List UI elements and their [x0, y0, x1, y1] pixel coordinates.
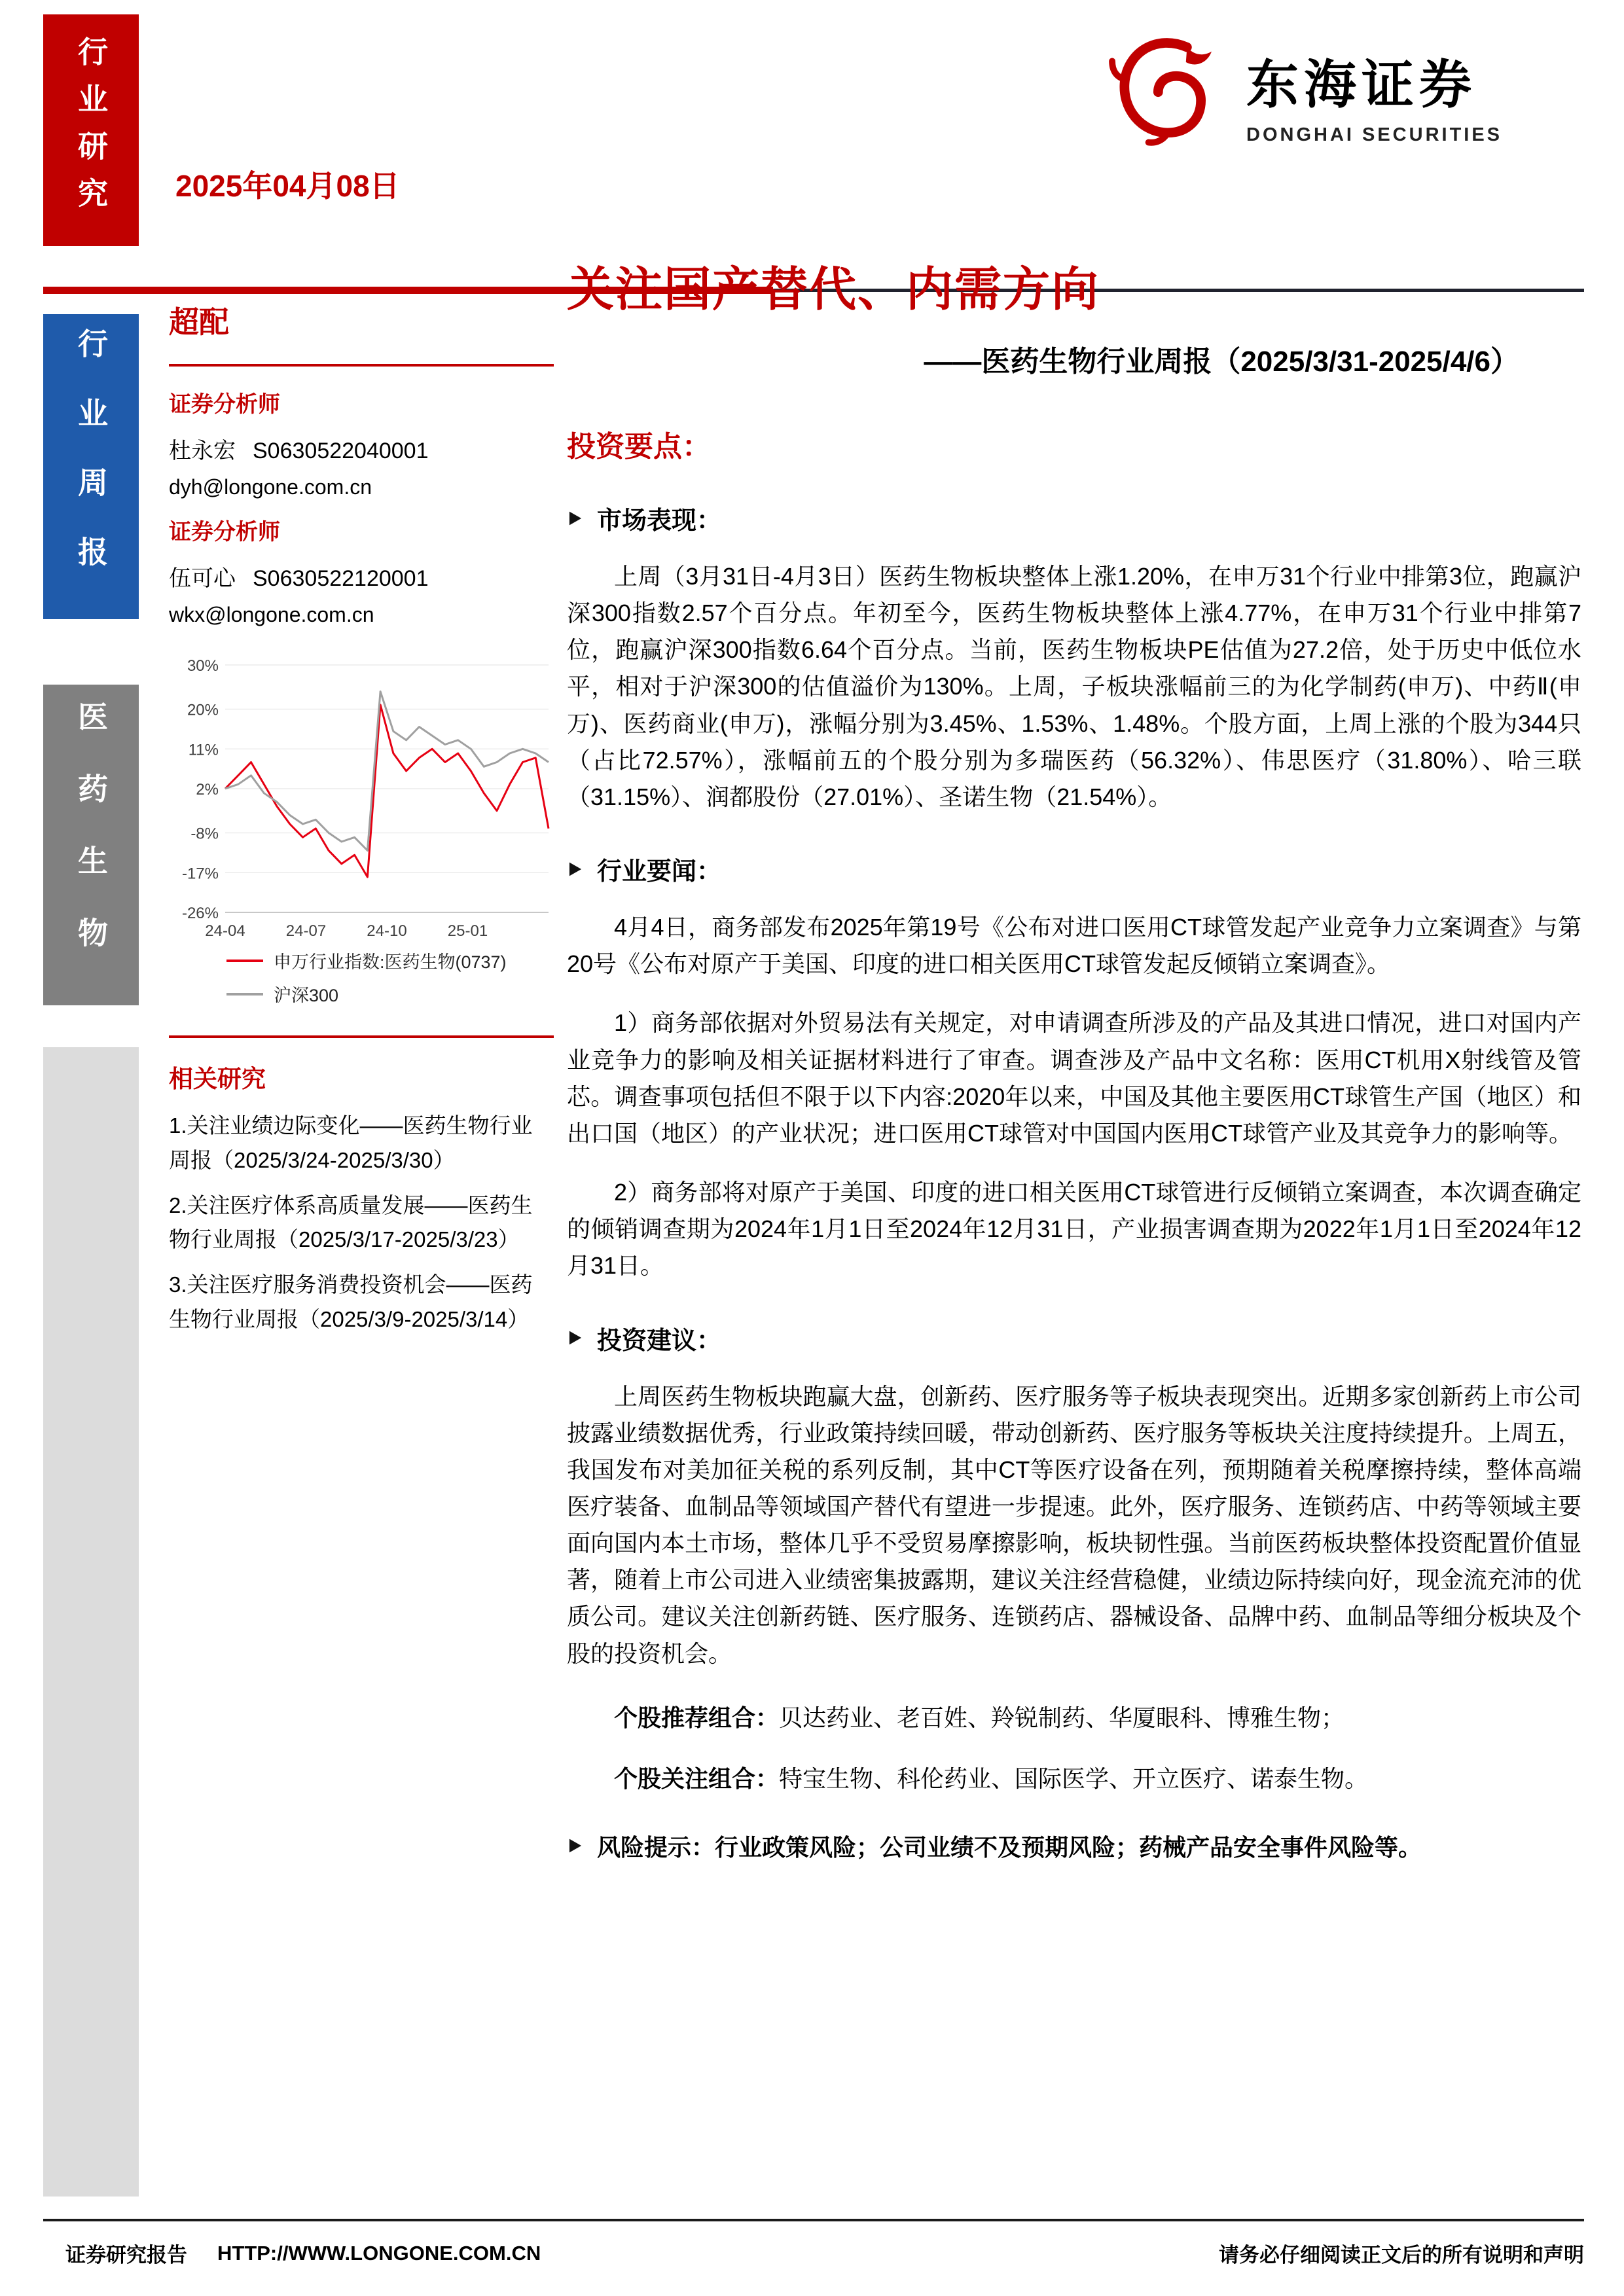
key-points-heading: 投资要点： — [567, 431, 711, 463]
report-title: 关注国产替代、内需方向 — [567, 264, 1100, 316]
chart-legend — [226, 948, 554, 1007]
legend-label: 沪深300 — [274, 986, 339, 1005]
analyst-name-line — [169, 433, 554, 465]
related-research-item[interactable]: 2.关注医疗体系高质量发展——医药生物行业周报（2025/3/17-2025/3/23） — [169, 1193, 533, 1252]
svg-text:25-01: 25-01 — [447, 922, 488, 940]
paragraph: 1）商务部依据对外贸易法有关规定，对申请调查所涉及的产品及其进口情况，进口对国内产业竞争力的影响及相关证据材料进行了审查。调查涉及产品中文名称：医用CT机用X射线管及管芯。调查事项包括但不限于以下内容:2020年以来，中国及其他主要医用CT球管生产国（地区）和出口国（地区）的产业状况；进口医用CT球管对中国国内医用CT球管产业及其竞争力的影响等。 — [567, 1009, 1581, 1147]
analyst-role-label: 证券分析师 — [169, 520, 280, 545]
analyst-block — [169, 514, 554, 627]
paragraph: 上周（3月31日-4月3日）医药生物板块整体上涨1.20%，在申万31个行业中排第3位，跑赢沪深300指数2.57个百分点。年初至今，医药生物板块整体上涨4.77%，在申万31个行业中排第7位，跑赢沪深300指数6.64个百分点。当前，医药生物板块PE估值为27.2倍，处于历史中低位水平，相对于沪深300的估值溢价为130%。上周，子板块涨幅前三的为化学制药(申万)、中药Ⅱ(申万)、医药商业(申万)，涨幅分别为3.45%、1.53%、1.48%。个股方面，上周上涨的个股为344只（占比72.57%），涨幅前五的个股分别为多瑞医药（56.32%）、伟思医疗（31.80%）、哈三联（31.15%）、润都股份（27.01%）、圣诺生物（21.54%）。 — [567, 563, 1581, 810]
footer — [43, 2238, 1584, 2268]
sidebar-tab-sector-label: 医药生物 — [74, 701, 108, 989]
analyst-role-label: 证券分析师 — [169, 392, 280, 417]
paragraph: 上周医药生物板块跑赢大盘，创新药、医疗服务等子板块表现突出。近期多家创新药上市公司披露业绩数据优秀，行业政策持续回暖，带动创新药、医疗服务等板块关注度持续提升。上周五，我国发布对美加征关税的系列反制，其中CT等医疗设备在列，预期随着关税摩擦持续，整体高端医疗装备、血制品等领域国产替代有望进一步提速。此外，医疗服务、连锁药店、中药等领域主要面向国内本土市场，整体几乎不受贸易摩擦影响，板块韧性强。当前医药板块整体投资配置价值显著，随着上市公司进入业绩密集披露期，建议关注经营稳健，业绩边际持续向好，现金流充沛的优质公司。建议关注创新药链、医疗服务、连锁药店、器械设备、品牌中药、血制品等细分板块及个股的投资机会。 — [567, 1382, 1581, 1667]
svg-text:2%: 2% — [196, 781, 219, 798]
svg-text:-8%: -8% — [190, 825, 219, 843]
legend-item — [226, 981, 554, 1007]
svg-text:-17%: -17% — [181, 865, 219, 883]
analyst-name: 杜永宏 — [169, 439, 236, 463]
watch-portfolio-stocks: 特宝生物、科伦药业、国际医学、开立医疗、诺泰生物。 — [779, 1765, 1369, 1792]
sidebar-tab-industry-research — [43, 14, 139, 246]
left-panel-divider — [169, 364, 554, 367]
footer-website-link[interactable]: HTTP://WWW.LONGONE.COM.CN — [217, 2241, 541, 2265]
svg-text:24-10: 24-10 — [367, 922, 407, 940]
recommended-portfolio-line — [614, 1700, 1581, 1733]
legend-line-swatch — [226, 960, 263, 962]
risk-warning-text: 风险提示：行业政策风险；公司业绩不及预期风险；药械产品安全事件风险等。 — [597, 1833, 1422, 1861]
sidebar-tab-sector — [43, 685, 139, 1005]
bullet-arrow-icon — [567, 859, 584, 879]
paragraph: 2）商务部将对原产于美国、印度的进口相关医用CT球管进行反倾销立案调查，本次调查确定的倾销调查期为2024年1月1日至2024年12月31日，产业损害调查期为2022年1月1日至2024年12月31日。 — [567, 1179, 1581, 1280]
section-heading-row — [567, 851, 1581, 887]
bullet-arrow-icon — [567, 509, 584, 528]
svg-text:-26%: -26% — [181, 905, 219, 922]
dragon-logo-icon — [1104, 30, 1232, 158]
sidebar-tab-industry-weekly-label: 行业周报 — [74, 328, 108, 605]
left-panel-divider — [169, 1035, 554, 1038]
legend-item — [226, 948, 554, 973]
section-heading: 行业要闻： — [597, 858, 722, 886]
sidebar-tab-industry-research-label: 行业研究 — [74, 36, 108, 224]
footer-disclaimer: 请务必仔细阅读正文后的所有说明和声明 — [1219, 2244, 1584, 2267]
bullet-arrow-icon — [567, 1836, 584, 1856]
svg-text:24-04: 24-04 — [205, 922, 245, 940]
performance-chart — [169, 656, 554, 1007]
report-subtitle: ——医药生物行业周报（2025/3/31-2025/4/6） — [924, 346, 1519, 378]
rating-badge: 超配 — [169, 305, 229, 339]
svg-text:20%: 20% — [187, 701, 219, 719]
footer-report-type: 证券研究报告 — [65, 2244, 187, 2267]
section-heading-row — [567, 1829, 1581, 1863]
section-heading: 投资建议： — [597, 1327, 722, 1355]
watch-portfolio-line — [614, 1761, 1581, 1794]
recommended-portfolio-label: 个股推荐组合： — [614, 1704, 780, 1731]
left-panel — [169, 298, 554, 1348]
section-heading-row — [567, 1320, 1581, 1356]
sidebar-strip-decor — [43, 1047, 139, 2197]
section-heading-row — [567, 500, 1581, 536]
section-investment-advice — [567, 1320, 1581, 1794]
legend-line-swatch — [226, 993, 263, 996]
watch-portfolio-label: 个股关注组合： — [614, 1765, 780, 1792]
brand-name-en: DONGHAI SECURITIES — [1246, 124, 1503, 145]
section-market-performance — [567, 500, 1581, 816]
report-body — [567, 251, 1581, 1863]
analyst-email[interactable]: dyh@longone.com.cn — [169, 475, 372, 499]
recommended-portfolio-stocks: 贝达药业、老百姓、羚锐制药、华厦眼科、博雅生物； — [779, 1704, 1345, 1731]
brand-text — [1246, 43, 1502, 146]
analyst-name: 伍可心 — [169, 566, 236, 591]
analyst-email[interactable]: wkx@longone.com.cn — [169, 603, 374, 626]
brand-name-cn: 东海证券 — [1246, 54, 1477, 115]
section-heading: 市场表现： — [597, 507, 722, 535]
analyst-cert-id: S0630522120001 — [253, 566, 429, 591]
brand-logo — [1104, 30, 1502, 158]
related-research-title: 相关研究 — [169, 1066, 266, 1092]
section-industry-news — [567, 851, 1581, 1284]
footer-divider — [43, 2219, 1584, 2221]
svg-text:11%: 11% — [188, 741, 219, 759]
bullet-arrow-icon — [567, 1328, 584, 1348]
section-risk-warning — [567, 1829, 1581, 1863]
related-research-item[interactable]: 1.关注业绩边际变化——医药生物行业周报（2025/3/24-2025/3/30） — [169, 1113, 533, 1172]
svg-text:30%: 30% — [187, 657, 219, 675]
analyst-name-line — [169, 560, 554, 592]
analyst-block — [169, 386, 554, 499]
legend-label: 申万行业指数:医药生物(0737) — [274, 952, 507, 972]
related-research-item[interactable]: 3.关注医疗服务消费投资机会——医药生物行业周报（2025/3/9-2025/3/14） — [169, 1272, 533, 1331]
paragraph: 4月4日，商务部发布2025年第19号《公布对进口医用CT球管发起产业竞争力立案调查》与第20号《公布对原产于美国、印度的进口相关医用CT球管发起反倾销立案调查》。 — [567, 914, 1581, 978]
analyst-cert-id: S0630522040001 — [253, 439, 429, 463]
report-date: 2025年04月08日 — [175, 169, 400, 203]
svg-text:24-07: 24-07 — [285, 922, 327, 940]
sidebar-tab-industry-weekly — [43, 314, 139, 619]
